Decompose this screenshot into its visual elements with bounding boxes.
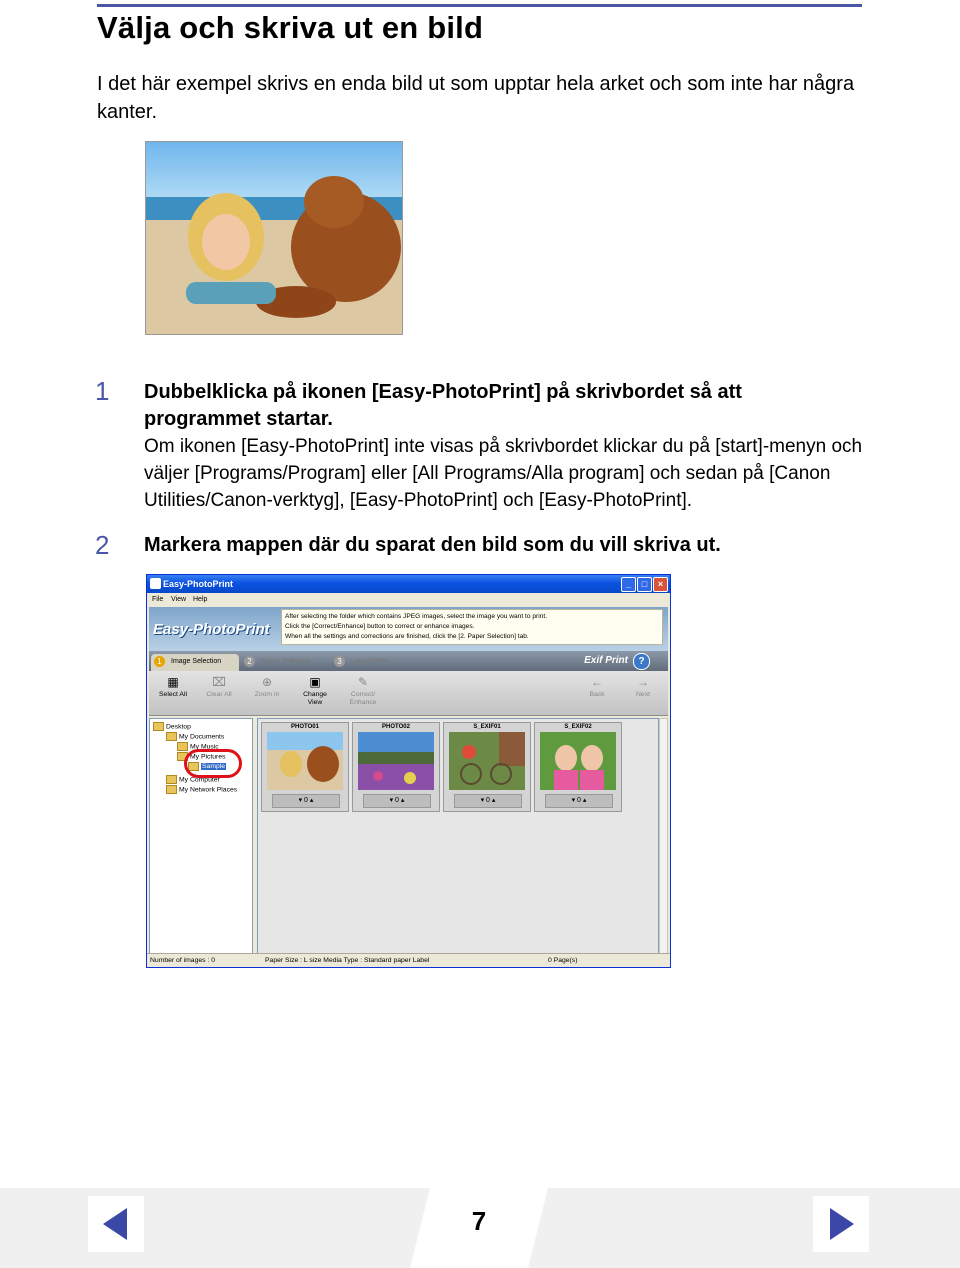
tool-label: Zoom in [254, 691, 280, 698]
thumbnail-card[interactable] [352, 722, 440, 812]
correct-enhance-icon: ✎ [357, 675, 369, 689]
next-arrow-icon: → [637, 675, 649, 689]
status-paper: Paper Size : L size Media Type : Standard paper Label [265, 957, 430, 964]
tool-label: Next [636, 691, 650, 698]
tool-label: Select All [159, 691, 187, 698]
copies-stepper[interactable]: ▾ 0 ▴ [545, 794, 613, 808]
instruction-panel [281, 609, 663, 645]
thumbnail-name: PHOTO02 [382, 724, 410, 730]
example-photo [145, 141, 403, 335]
help-icon[interactable]: ? [633, 653, 650, 670]
close-icon[interactable]: × [653, 577, 668, 592]
tree-item-desktop[interactable]: Desktop [153, 722, 191, 731]
copies-stepper[interactable]: ▾ 0 ▴ [454, 794, 522, 808]
thumbnail-image [449, 732, 525, 790]
correct-enhance-button[interactable] [343, 675, 383, 707]
zoom-in-button[interactable] [247, 675, 287, 699]
highlight-circle [184, 749, 242, 778]
window-title: Easy-PhotoPrint [163, 579, 234, 589]
tab-layout-print[interactable] [331, 654, 405, 671]
tab-label: Layout/Print [351, 658, 389, 665]
tree-item-my-music[interactable]: My Music [177, 742, 219, 751]
previous-page-button[interactable] [88, 1196, 144, 1252]
zoom-in-icon: ⊕ [261, 675, 273, 689]
next-button[interactable] [623, 675, 663, 699]
computer-icon [166, 775, 177, 784]
tool-label: Clear All [206, 691, 232, 698]
back-arrow-icon: ← [591, 675, 603, 689]
tree-item-my-documents[interactable]: My Documents [166, 732, 224, 741]
page-number: 7 [471, 1206, 487, 1236]
thumbnail-card[interactable] [443, 722, 531, 812]
menu-file[interactable]: File [152, 596, 164, 603]
tree-item-sample[interactable]: Sample [188, 762, 226, 771]
thumbnail-name: PHOTO01 [291, 724, 319, 730]
window-titlebar [147, 575, 670, 593]
status-bar [147, 953, 670, 968]
step-1-number: 1 [95, 376, 110, 406]
exif-print-logo: Exif Print [584, 655, 628, 666]
tab-image-selection[interactable] [151, 654, 239, 671]
thumbnail-name: S_EXIF02 [564, 724, 592, 730]
footer-nav [0, 1188, 960, 1268]
right-arrow-icon [830, 1208, 854, 1240]
folder-icon [166, 732, 177, 741]
step-2-title: Markera mappen där du sparat den bild som du vill skriva ut. [144, 534, 721, 556]
tree-item-my-computer[interactable]: My Computer [166, 775, 220, 784]
tree-item-my-network-places[interactable]: My Network Places [166, 785, 237, 794]
thumbnail-name: S_EXIF01 [473, 724, 501, 730]
select-all-icon: ▦ [167, 675, 179, 689]
minimize-icon[interactable]: _ [621, 577, 636, 592]
network-icon [166, 785, 177, 794]
tool-label: Back [589, 691, 605, 698]
tab-paper-selection[interactable] [241, 654, 327, 671]
tool-label: Correct/ Enhance [349, 691, 377, 706]
status-image-count: Number of images : 0 [150, 957, 215, 964]
menu-view[interactable]: View [171, 596, 187, 603]
info-line: When all the settings and corrections are finished, click the [2. Paper Selection] tab. [285, 633, 529, 640]
back-button[interactable] [577, 675, 617, 699]
step-1-body: Om ikonen [Easy-PhotoPrint] inte visas på skrivbordet klickar du på [start]-menyn och väljer [Programs/Program] eller [All Programs/Alla program] och sedan på [Canon Utilities/Canon-verktyg], [Easy-PhotoPrint] och [Easy-PhotoPrint]. [144, 436, 863, 511]
clear-all-button[interactable] [199, 675, 239, 699]
folder-icon [153, 722, 164, 731]
status-pages: 0 Page(s) [548, 957, 578, 964]
change-view-icon: ▣ [309, 675, 321, 689]
next-page-button[interactable] [813, 1196, 869, 1252]
thumbnail-image [540, 732, 616, 790]
folder-tree [149, 718, 253, 955]
menu-bar [147, 593, 670, 607]
select-all-button[interactable] [153, 675, 193, 699]
left-arrow-icon [103, 1208, 127, 1240]
step-1-title: Dubbelklicka på ikonen [Easy-PhotoPrint] på skrivbordet så att programmet startar. [144, 381, 742, 430]
thumbnail-scrollbar[interactable] [659, 718, 668, 955]
info-line: After selecting the folder which contains JPEG images, select the image you want to print. [285, 613, 548, 620]
page-title: Välja och skriva ut en bild [97, 10, 484, 45]
intro-text: I det här exempel skrivs en enda bild ut som upptar hela arket och som inte har några kanter. [97, 73, 855, 123]
folder-icon [177, 742, 188, 751]
tab-label: Image Selection [171, 658, 222, 665]
clear-all-icon: ⌧ [212, 675, 226, 689]
app-window [146, 574, 671, 968]
thumbnail-image [358, 732, 434, 790]
thumbnail-area [257, 718, 659, 955]
tool-label: Change View [303, 691, 327, 706]
tab-number: 2 [244, 656, 255, 667]
tab-number: 1 [154, 656, 165, 667]
copies-stepper[interactable]: ▾ 0 ▴ [272, 794, 340, 808]
app-header [149, 607, 668, 651]
thumbnail-card[interactable] [534, 722, 622, 812]
menu-help[interactable]: Help [193, 596, 208, 603]
toolbar [149, 671, 668, 716]
title-rule [97, 4, 862, 7]
tab-number: 3 [334, 656, 345, 667]
info-line: Click the [Correct/Enhance] button to correct or enhance images. [285, 623, 475, 630]
step-2-number: 2 [95, 530, 110, 560]
tab-label: Paper Selection [261, 658, 311, 665]
thumbnail-card[interactable] [261, 722, 349, 812]
thumbnail-image [267, 732, 343, 790]
app-icon [150, 578, 161, 589]
copies-stepper[interactable]: ▾ 0 ▴ [363, 794, 431, 808]
maximize-icon[interactable]: □ [637, 577, 652, 592]
change-view-button[interactable] [295, 675, 335, 707]
app-logo: Easy-PhotoPrint [153, 621, 270, 638]
tree-item-my-pictures[interactable]: My Pictures [177, 752, 226, 761]
tab-strip [149, 651, 668, 671]
